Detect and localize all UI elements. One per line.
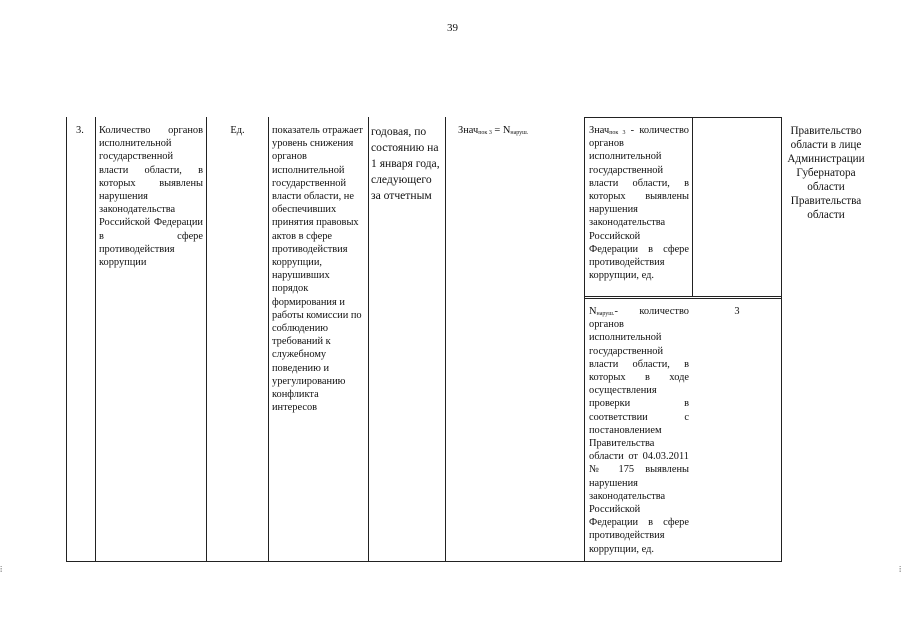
table-border bbox=[781, 117, 782, 562]
component-symbol: N bbox=[589, 306, 597, 317]
indicator-name: Количество органов исполнительной государственной власти области, в которых выявлены нарушения законодательства Российской Федерации в сфере противодействия коррупции bbox=[99, 125, 203, 269]
formula-main: Знач bbox=[458, 125, 479, 136]
table-border bbox=[206, 117, 207, 562]
page-number: 39 bbox=[447, 22, 458, 34]
formula-sub: пок 3 bbox=[478, 130, 492, 136]
unit-of-measure: Ед. bbox=[230, 125, 245, 136]
indicator-description: показатель отражает уровень снижения органов исполнительной государственной власти области, не обеспечивших принятия правовых актов в сфере противодействия коррупции, нарушивших порядок формирования и работы комиссии по соблюдению требований к служебному поведению и урегулированию конфликта интересов bbox=[272, 125, 363, 414]
table-border bbox=[95, 117, 96, 562]
component-sub: пок 3 bbox=[609, 130, 626, 136]
scan-edge-mark: ⁞ bbox=[899, 565, 902, 574]
table-border bbox=[66, 117, 67, 562]
scan-edge-mark: ⁞ bbox=[0, 565, 3, 574]
table-border bbox=[66, 561, 782, 562]
component-text: - количество органов исполнительной государственной власти области, в которых выявлены нарушения законодательства Российской Федерации в сфере противодействия коррупции, ед. bbox=[589, 125, 689, 282]
row-number: 3. bbox=[76, 125, 84, 136]
table-border bbox=[584, 117, 585, 562]
table-border bbox=[584, 117, 782, 118]
table-border bbox=[584, 296, 782, 297]
component-value: 3 bbox=[734, 306, 740, 317]
formula-eq: = N bbox=[491, 125, 511, 136]
component-text: - количество органов исполнительной государственной власти области, в которых в ходе осуществления проверки в соответствии с постановлением Правительства области от 04.03.2011 № 175 выявлены нарушения законодательства Российской Федерации в сфере противодействия коррупции, ед. bbox=[589, 306, 689, 555]
table-border bbox=[268, 117, 269, 562]
component-description bbox=[589, 124, 689, 282]
formula bbox=[458, 124, 582, 137]
component-description bbox=[589, 305, 689, 556]
table-border bbox=[584, 298, 782, 299]
component-symbol: Знач bbox=[589, 125, 610, 136]
table-border bbox=[368, 117, 369, 562]
responsible-body: Правительство области в лице Администрации Губернатора области Правительства области bbox=[787, 125, 865, 221]
table-border bbox=[692, 117, 693, 297]
component-sub: наруш. bbox=[596, 311, 615, 317]
table-border bbox=[445, 117, 446, 562]
periodicity: годовая, по состоянию на 1 января года, следующего за отчетным bbox=[371, 125, 440, 202]
formula-sub2: наруш. bbox=[510, 130, 529, 136]
